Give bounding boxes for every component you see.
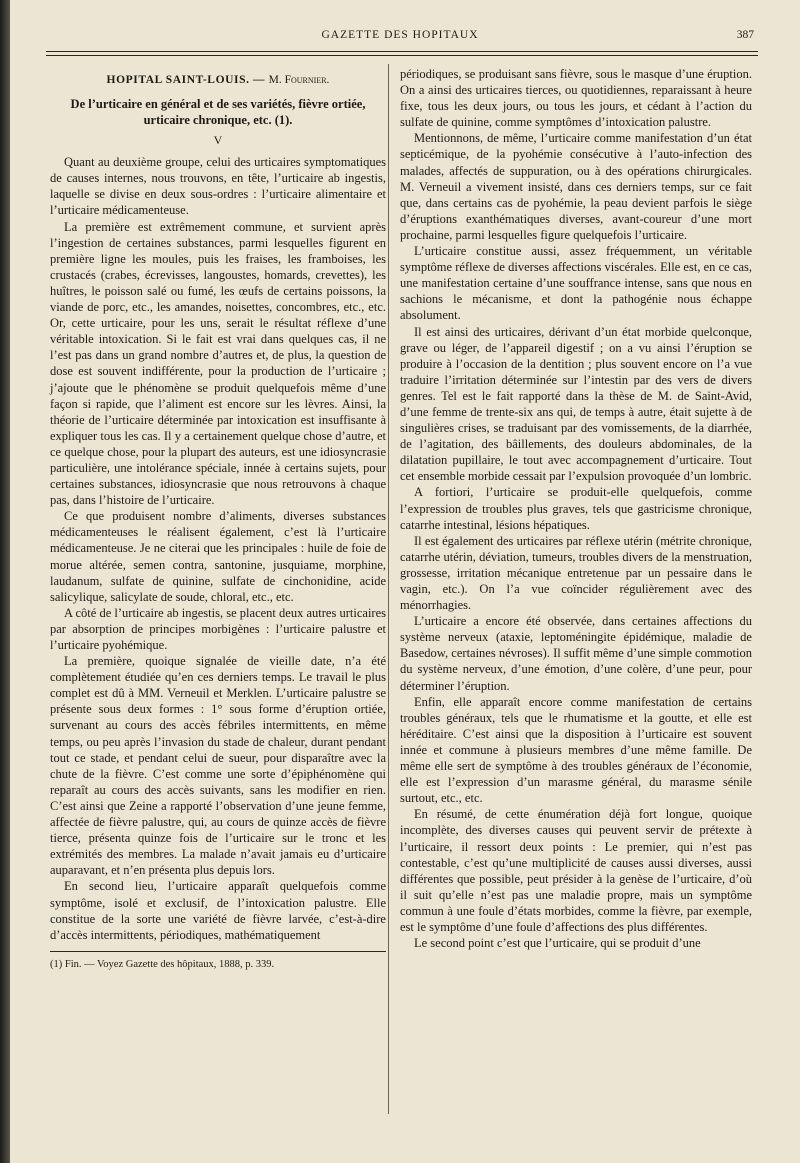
paragraph: Ce que produisent nombre d’aliments, diverses substances médicamenteuses le réalisent également, c’est là l’urticaire médicamenteuse. Je ne citerai que les principales : huile de foie de morue altérée, semen contra, santonine, jusquiame, morphine, laudanum, sulfate de quinine, sulfate de cinchonidine, acide salicylique, salicylate de soude, chloral, etc., etc. bbox=[50, 509, 386, 604]
footnote-rule bbox=[50, 951, 386, 952]
running-header-title: GAZETTE DES HOPITAUX bbox=[321, 29, 479, 41]
hospital-heading bbox=[50, 72, 386, 88]
paragraph: Il est ainsi des urticaires, dérivant d’un état morbide quelconque, grave ou léger, de l’appareil digestif ; on a vu ainsi l’éruption se produire à l’occasion de la dentition ; plus souvent encore on l’a vue traduire l’irritation déterminée sur l’intestin par des vers de divers genres. Tel est le fait rapporté dans la thèse de M. de Saint-Avid, d’une femme de trente-six ans qui, de temps à autre, était sujette à de singulières crises, se traduisant par des vomissements, de la diarrhée, de l’agitation, des bâillements, des douleurs abdominales, de la dilatation pupillaire, le tout avec accompagnement d’urticaire. Tout cet ensemble morbide cessait par l’expulsion provoquée d’un lombric. bbox=[400, 324, 752, 484]
footnote: (1) Fin. — Voyez Gazette des hôpitaux, 1888, p. 339. bbox=[50, 958, 275, 970]
right-column bbox=[400, 66, 752, 951]
paragraph: Le second point c’est que l’urticaire, qui se produit d’une bbox=[414, 936, 701, 951]
header-rule-double bbox=[46, 55, 758, 56]
header-rule bbox=[46, 51, 758, 52]
page-binding-edge bbox=[0, 0, 10, 1163]
paragraph: Mentionnons, de même, l’urticaire comme manifestation d’un état septicémique, de la pyohémie consécutive à l’auto-infection des malades, affectés de suppuration, ou à des opérations chirurgicales. M. Verneuil a vivement insisté, dans ces derniers temps, sur ce fait que, dans certains cas de pyohémie, la peau devient parfois le siège d’éruptions exanthématiques diverses, avant-coureur d’une mort prochaine, parmi lesquelles figure quelquefois l’urticaire. bbox=[400, 131, 752, 242]
section-number: V bbox=[213, 133, 223, 148]
paragraph: périodiques, se produisant sans fièvre, sous le masque d’une éruption. On a ainsi des urticaires tierces, ou quotidiennes, reparaissant à heure fixe, tous les deux jours, ou tous les jours, et cédant à l’action du sulfate de quinine, comme symptômes d’intoxication palustre. bbox=[400, 67, 752, 130]
paragraph: A fortiori, l’urticaire se produit-elle quelquefois, comme l’expression de troubles plus graves, tels que gastricisme chronique, catarrhe intestinal, lésions hépatiques. bbox=[400, 485, 752, 532]
paragraph: En résumé, de cette énumération déjà fort longue, quoique incomplète, des diverses causes qui peuvent servir de prétexte à l’urticaire, il ressort deux points : Le premier, qui n’est pas contestable, c’est qu’une multiplicité de causes aussi diverses, aussi différentes que possible, peut présider à la genèse de l’urticaire, d’où il suit qu’elle n’est pas une maladie propre, mais un symptôme commun à une foule d’états morbides, comme la fièvre, par exemple, est le symptôme d’une foule d’affections des plus différentes. bbox=[400, 807, 752, 934]
paragraph: La première est extrêmement commune, et survient après l’ingestion de certaines substances, parmi lesquelles figurent en première ligne les moules, puis les fraises, les framboises, les crustacés (crabes, écrevisses, langoustes, homards, crevettes), les huîtres, le poisson salé ou fumé, les œufs de certains poissons, la viande de porc, etc., les amandes, noisettes, concombres, etc., etc. Or, cette urticaire, pour les uns, serait le résultat réflexe d’une véritable intoxication. Si le fait est vrai dans quelques cas, il ne l’est pas dans un grand nombre d’autres et, de plus, la question de dose est souvent indifférente, pour la production de l’urticaire ; j’ajoute que le phénomène se produit quelquefois même d’une façon si rapide, que l’aliment est encore sur les lèvres. Ainsi, la théorie de l’urticaire déterminée par intoxication est insuffisante à expliquer tous les cas. Il y a certainement quelque chose d’autre, et ce quelque chose, pour la plupart des auteurs, est une idiosyncrasie particulière, une intolérance spéciale, innée à certains sujets, pour certaines substances, idiosyncrasie que nous retrouvons à chaque pas, dans l’histoire de l’urticaire. bbox=[50, 219, 386, 508]
left-column bbox=[50, 66, 386, 972]
paragraph: Quant au deuxième groupe, celui des urticaires symptomatiques de causes internes, nous trouvons, en tête, l’urticaire ab ingestis, laquelle se divise en deux sous-ordres : l’urticaire alimentaire et l’urticaire médicamenteuse. bbox=[50, 155, 386, 218]
paragraph: Il est également des urticaires par réflexe utérin (métrite chronique, catarrhe utérin, déviation, tumeurs, troubles divers de la menstruation, grossesse, irritation mécanique entretenue par un pessaire dans le vagin, etc.). On l’a vue coïncider régulièrement avec des ménorrhagies. bbox=[400, 533, 752, 613]
page-number: 387 bbox=[736, 29, 754, 41]
column-divider bbox=[388, 64, 389, 1114]
paragraph: Enfin, elle apparaît encore comme manifestation de certains troubles généraux, tels que le rhumatisme et la goutte, et elle est héréditaire. C’est ainsi que la disposition à l’urticaire est souvent innée et commune à plusieurs membres d’une même famille. De même elle sert de symptôme à des troubles généraux de l’économie, elle est l’expression d’un marasme général, du marasme sénile surtout, etc., etc. bbox=[400, 694, 752, 806]
paragraph: La première, quoique signalée de vieille date, n’a été complètement étudiée qu’en ces derniers temps. Le travail le plus complet est dû à MM. Verneuil et Merklen. L’urticaire palustre se présente sous deux formes : 1° sous forme d’éruption ortiée, survenant au cours des accès fébriles intermittents, en même temps, ou peu après l’invasion du stade de chaleur, durant pendant tout ce stade, et pendant celui de sueur, pour disparaître avec la chute de la fièvre. C’est comme une sorte d’épiphénomène qui reparaît au cours des accès suivants, sans les modifier en rien. C’est ainsi que Zeine a rapporté l’observation d’une jeune femme, affectée de fièvre palustre, qui, au cours de quinze accès de fièvre tierce, présenta quinze fois de l’urticaire sur le tronc et les extrémités des membres. La malade n’avait jamais eu d’urticaire auparavant, et n’en présenta plus depuis lors. bbox=[50, 654, 386, 878]
author-name: M. Fournier. bbox=[268, 74, 330, 86]
paragraph: A côté de l’urticaire ab ingestis, se placent deux autres urticaires par absorption de principes morbigènes : l’urticaire palustre et l’urticaire pyohémique. bbox=[50, 605, 386, 652]
article-title: De l’urticaire en général et de ses variétés, fièvre ortiée, urticaire chronique, etc. (1). bbox=[70, 97, 366, 128]
hospital-name: HOPITAL SAINT-LOUIS. — bbox=[106, 74, 266, 86]
paragraph: En second lieu, l’urticaire apparaît quelquefois comme symptôme, isolé et exclusif, de l’intoxication palustre. Elle constitue de la sorte une variété de fièvre larvée, c’est-à-dire d’accès intermittents, périodiques, mathématiquement bbox=[50, 879, 386, 942]
paragraph: L’urticaire a encore été observée, dans certaines affections du système nerveux (ataxie, leptoméningite épidémique, maladie de Basedow, certaines névroses). Il suffit même d’une simple commotion du système nerveux, d’une émotion, d’une colère, d’une peur, pour déterminer l’éruption. bbox=[400, 614, 752, 693]
paragraph: L’urticaire constitue aussi, assez fréquemment, un véritable symptôme réflexe de diverses affections viscérales. Elle est, en ce cas, une manifestation certaine d’une souffrance intense, sans que nous en sachions le mécanisme, et dont la pathogénie nous échappe absolument. bbox=[400, 244, 752, 323]
